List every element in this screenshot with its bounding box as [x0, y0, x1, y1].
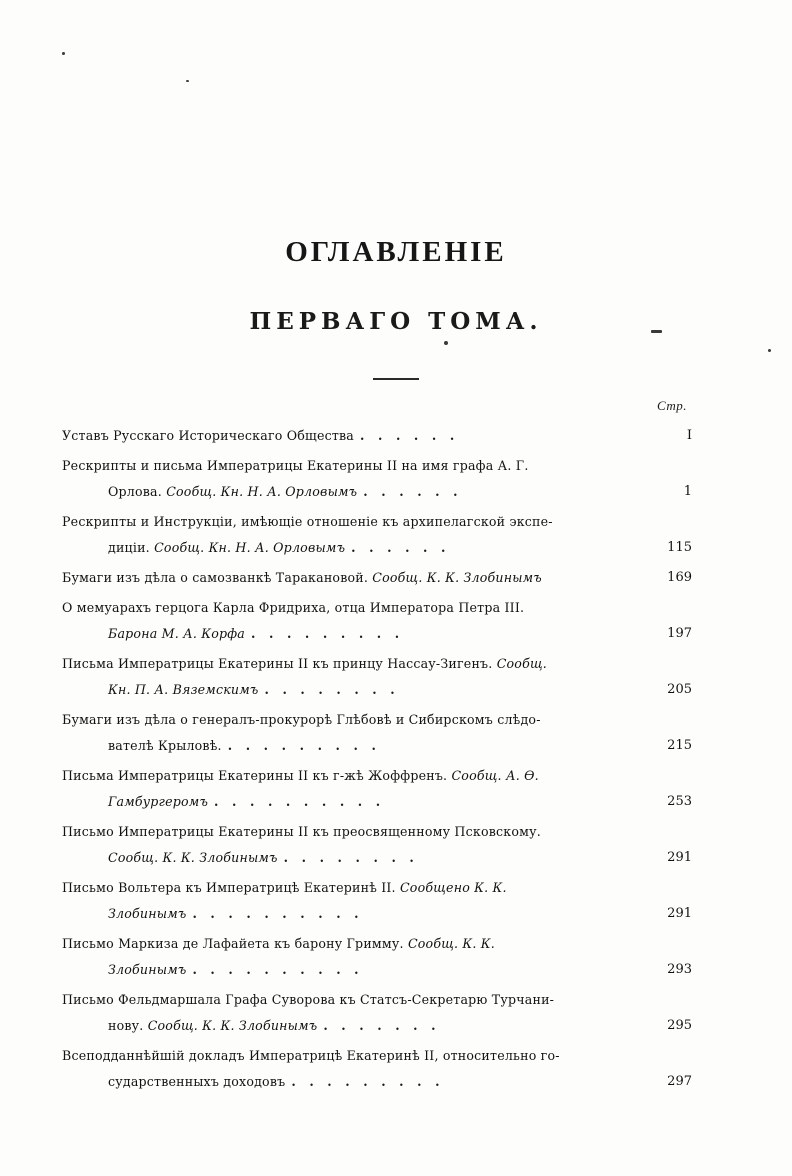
toc-entry[interactable]: [62, 763, 694, 815]
toc-entry-line: [62, 931, 634, 957]
toc-entry-title: Письмо Вольтера къ Императрицѣ Екатеринѣ II.: [62, 880, 400, 895]
toc-entry-line: [62, 875, 634, 901]
toc-entry-text: [62, 423, 634, 449]
column-header-page: Стр.: [657, 398, 687, 413]
toc-leader-dots: . . . . . .: [351, 540, 451, 555]
toc-page-number: 295: [667, 1018, 692, 1033]
toc-entry-line: [62, 621, 634, 647]
toc-leader-dots: . . . . . . . .: [283, 850, 419, 865]
toc-entry-contributor: Сообщ. К. К. Злобинымъ: [108, 850, 278, 865]
toc-entry-title: вателѣ Крыловѣ.: [108, 738, 222, 753]
toc-entry[interactable]: [62, 875, 694, 927]
toc-entry-title: О мемуарахъ герцога Карла Фридриха, отца Императора Петра III.: [62, 600, 525, 615]
toc-page-number: 291: [667, 850, 692, 865]
toc-entry-text: [62, 509, 634, 561]
toc-entry-text: [62, 1043, 634, 1095]
toc-entry-line: [62, 1069, 634, 1095]
toc-entry-title: Рескрипты и Инструкціи, имѣющіе отношеніе къ архипелагской экспе-: [62, 514, 553, 529]
toc-entry-text: [62, 931, 634, 983]
toc-page-number: 197: [667, 626, 692, 641]
toc-entry-line: [62, 479, 634, 505]
toc-entry-contributor: Сообщ. Кн. Н. А. Орловымъ: [166, 484, 358, 499]
toc-page-number: 291: [667, 906, 692, 921]
toc-entry-line: [62, 651, 634, 677]
toc-entry[interactable]: [62, 1043, 694, 1095]
toc-entry-text: [62, 875, 634, 927]
toc-entry[interactable]: [62, 565, 694, 591]
toc-entry-title: Всеподданнѣйшій докладъ Императрицѣ Екатеринѣ II, относительно го-: [62, 1048, 560, 1063]
toc-entry-text: [62, 763, 634, 815]
toc-leader-dots: . . . . . . . . .: [291, 1074, 445, 1089]
toc-leader-dots: . . . . . . .: [323, 1018, 441, 1033]
toc-entry-text: [62, 453, 634, 505]
scan-speck: [768, 349, 771, 352]
toc-page-number: 1: [683, 484, 692, 499]
toc-entry-title: Бумаги изъ дѣла о генералъ-прокурорѣ Глѣбовѣ и Сибирскомъ слѣдо-: [62, 712, 541, 727]
toc-entry-contributor: Сообщ. А. Ѳ.: [451, 768, 539, 783]
toc-entry-contributor: Сообщено К. К.: [399, 880, 507, 895]
toc-page-number: 115: [667, 540, 692, 555]
toc-entry[interactable]: [62, 595, 694, 647]
toc-page-number: I: [686, 428, 692, 443]
toc-page-number: 297: [667, 1074, 692, 1089]
toc-entry-title: Письма Императрицы Екатерины II къ г-жѣ Жоффренъ.: [62, 768, 452, 783]
toc-entry-line: [62, 453, 634, 479]
toc-entry-title: Письмо Фельдмаршала Графа Суворова къ Статсъ-Секретарю Турчани-: [62, 992, 555, 1007]
toc-page-number: 253: [667, 794, 692, 809]
toc-entry-line: [62, 819, 634, 845]
toc-entry-line: [62, 677, 634, 703]
toc-entry-contributor: Кн. П. А. Вяземскимъ: [108, 682, 259, 697]
toc-entry-title: Уставъ Русскаго Историческаго Общества: [62, 428, 355, 443]
toc-leader-dots: . . . . . . . . .: [227, 738, 381, 753]
scan-speck: [444, 341, 448, 345]
table-of-contents: [62, 398, 694, 1099]
toc-entry-line: [62, 509, 634, 535]
toc-page-number: 169: [667, 570, 692, 585]
toc-leader-dots: . . . . . . . . . .: [214, 794, 385, 809]
toc-leader-dots: . . . . . .: [360, 428, 459, 443]
toc-entry-line: [62, 707, 634, 733]
toc-entry-line: [62, 987, 634, 1013]
toc-entry-title: Письма Императрицы Екатерины II къ принцу Нассау-Зигенъ.: [62, 656, 497, 671]
toc-entry-contributor: Гамбургеромъ: [108, 794, 209, 809]
toc-entry-line: [62, 733, 634, 759]
toc-entry-title: Бумаги изъ дѣла о самозванкѣ Таракановой.: [62, 570, 373, 585]
title-divider: [373, 378, 419, 380]
toc-entry[interactable]: [62, 987, 694, 1039]
toc-entry-line: [62, 957, 634, 983]
toc-leader-dots: . . . . . . . . . .: [192, 962, 364, 977]
toc-entry-title: Письмо Императрицы Екатерины II къ преосвященному Псковскому.: [62, 824, 541, 839]
toc-entry[interactable]: [62, 651, 694, 703]
toc-entry-line: [62, 1043, 634, 1069]
toc-entry-contributor: Сообщ.: [496, 656, 547, 671]
toc-entry-line: [62, 1013, 634, 1039]
toc-entry[interactable]: [62, 509, 694, 561]
toc-entry-text: [62, 707, 634, 759]
toc-entry-contributor: Сообщ. К. К.: [407, 936, 495, 951]
toc-entry-contributor: Злобинымъ: [108, 906, 187, 921]
toc-entry-line: [62, 535, 634, 561]
scan-speck: [186, 80, 189, 82]
toc-entry-list: [62, 423, 694, 1095]
toc-leader-dots: . . . . . . . . . .: [192, 906, 364, 921]
toc-entry-line: [62, 423, 634, 449]
toc-entry-line: [62, 845, 634, 871]
toc-entry-title: Рескрипты и письма Императрицы Екатерины II на имя графа А. Г.: [62, 458, 529, 473]
toc-page-number: 293: [667, 962, 692, 977]
toc-entry-line: [62, 789, 634, 815]
toc-entry-text: [62, 987, 634, 1039]
toc-entry-contributor: Сообщ. К. К. Злобинымъ: [147, 1018, 318, 1033]
toc-entry-text: [62, 565, 634, 591]
toc-entry-title: диціи.: [108, 540, 155, 555]
toc-entry[interactable]: [62, 453, 694, 505]
toc-entry-contributor: Сообщ. К. К. Злобинымъ: [372, 570, 542, 585]
page-subtitle: ПЕРВАГО ТОМА.: [249, 308, 543, 335]
scan-speck: [62, 52, 65, 55]
toc-entry-line: [62, 565, 634, 591]
toc-entry[interactable]: [62, 423, 694, 449]
toc-entry-contributor: Барона М. А. Корфа: [108, 626, 246, 641]
toc-entry-text: [62, 819, 634, 871]
toc-entry-title: сударственныхъ доходовъ: [108, 1074, 286, 1089]
toc-entry[interactable]: [62, 931, 694, 983]
toc-entry-line: [62, 763, 634, 789]
toc-entry[interactable]: [62, 819, 694, 871]
toc-entry-line: [62, 901, 634, 927]
toc-leader-dots: . . . . . . . .: [264, 682, 400, 697]
toc-page-number: 215: [667, 738, 692, 753]
toc-leader-dots: . . . . . . . . .: [251, 626, 404, 641]
page-title: ОГЛАВЛЕНІЕ: [285, 236, 507, 268]
toc-entry-text: [62, 595, 634, 647]
toc-leader-dots: . . . . . .: [363, 484, 463, 499]
toc-entry-contributor: Злобинымъ: [108, 962, 187, 977]
toc-entry-title: Письмо Маркиза де Лафайета къ барону Гримму.: [62, 936, 408, 951]
toc-entry-title: Орлова.: [108, 484, 167, 499]
toc-entry-line: [62, 595, 634, 621]
toc-entry-text: [62, 651, 634, 703]
toc-entry[interactable]: [62, 707, 694, 759]
toc-page-number: 205: [667, 682, 692, 697]
toc-entry-contributor: Сообщ. Кн. Н. А. Орловымъ: [154, 540, 346, 555]
toc-entry-title: нову.: [108, 1018, 148, 1033]
